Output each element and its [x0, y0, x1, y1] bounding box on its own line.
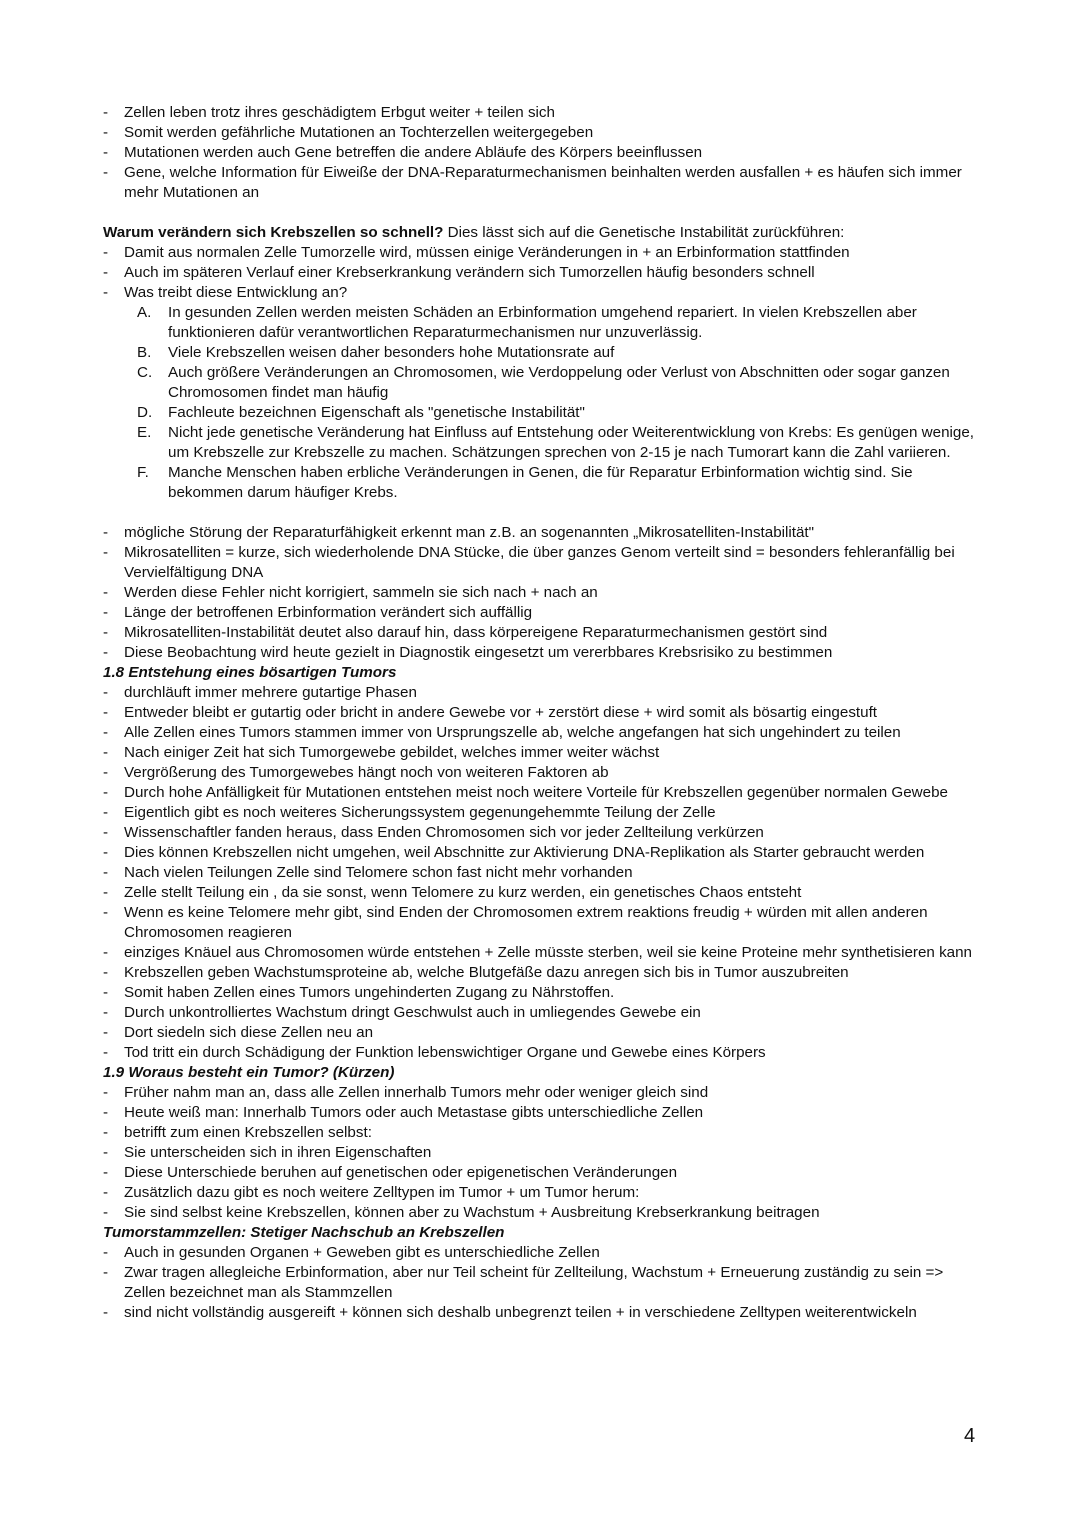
paragraph	[103, 223, 983, 243]
bullet-dash: -	[103, 984, 109, 1001]
item-text: Fachleute bezeichnen Eigenschaft als "genetische Instabilität"	[168, 404, 585, 421]
item-letter: C.	[137, 364, 153, 381]
page-number: 4	[964, 1425, 976, 1447]
bullet-dash: -	[103, 104, 109, 121]
bullet-item	[103, 1003, 983, 1023]
lettered-item	[103, 363, 983, 403]
bullet-item	[103, 863, 983, 883]
paragraph-text: Dies lässt sich auf die Genetische Instabilität zurückführen:	[443, 224, 845, 241]
lettered-item	[103, 463, 983, 503]
bullet-dash: -	[103, 1264, 109, 1281]
bullet-text: Diese Beobachtung wird heute gezielt in Diagnostik eingesetzt um vererbbares Krebsrisiko zu bestimmen	[124, 644, 833, 661]
bullet-item	[103, 1083, 983, 1103]
lettered-item	[103, 403, 983, 423]
bullet-item	[103, 763, 983, 783]
bullet-text: Zellen leben trotz ihres geschädigtem Erbgut weiter + teilen sich	[124, 104, 555, 121]
bullet-text: Nach vielen Teilungen Zelle sind Telomere schon fast nicht mehr vorhanden	[124, 864, 633, 881]
bullet-item	[103, 1143, 983, 1163]
bullet-text: Auch im späteren Verlauf einer Krebserkrankung verändern sich Tumorzellen häufig besonders schnell	[124, 264, 815, 281]
bullet-item	[103, 683, 983, 703]
bullet-item	[103, 1163, 983, 1183]
bullet-dash: -	[103, 884, 109, 901]
bullet-text: Krebszellen geben Wachstumsproteine ab, welche Blutgefäße dazu anregen sich bis in Tumor auszubreiten	[124, 964, 849, 981]
bullet-text: Tod tritt ein durch Schädigung der Funktion lebenswichtiger Organe und Gewebe eines Körpers	[124, 1044, 766, 1061]
bullet-item	[103, 743, 983, 763]
bullet-item	[103, 1123, 983, 1143]
bullet-dash: -	[103, 284, 109, 301]
section-heading: 1.8 Entstehung eines bösartigen Tumors	[103, 664, 397, 681]
bullet-item	[103, 1303, 983, 1323]
item-letter: E.	[137, 424, 152, 441]
item-text: In gesunden Zellen werden meisten Schäden an Erbinformation umgehend repariert. In vielen Krebszellen aber funktionieren dafür verantwortlichen Reparaturmechanismen nur unzuverlässig.	[168, 304, 917, 341]
bullet-item	[103, 983, 983, 1003]
bullet-dash: -	[103, 524, 109, 541]
bullet-item	[103, 1023, 983, 1043]
bullet-dash: -	[103, 1044, 109, 1061]
bullet-dash: -	[103, 544, 109, 561]
bullet-dash: -	[103, 124, 109, 141]
bullet-dash: -	[103, 1124, 109, 1141]
bullet-dash: -	[103, 844, 109, 861]
bullet-item	[103, 1263, 983, 1303]
bullet-text: mögliche Störung der Reparaturfähigkeit erkennt man z.B. an sogenannten „Mikrosatelliten-Instabilität"	[124, 524, 815, 541]
bullet-dash: -	[103, 744, 109, 761]
bullet-dash: -	[103, 684, 109, 701]
bullet-dash: -	[103, 704, 109, 721]
bullet-item	[103, 603, 983, 623]
bullet-text: Wenn es keine Telomere mehr gibt, sind Enden der Chromosomen extrem reaktions freudig + würden mit allen anderen Chromosomen reagieren	[124, 904, 928, 941]
bullet-dash: -	[103, 904, 109, 921]
bullet-text: Mutationen werden auch Gene betreffen die andere Abläufe des Körpers beeinflussen	[124, 144, 703, 161]
bullet-dash: -	[103, 944, 109, 961]
bullet-item	[103, 903, 983, 943]
bullet-dash: -	[103, 964, 109, 981]
spacer	[103, 503, 983, 523]
bullet-item	[103, 643, 983, 663]
item-text: Nicht jede genetische Veränderung hat Einfluss auf Entstehung oder Weiterentwicklung von Krebs: Es genügen wenige, um Krebszelle zur Krebszelle zu machen. Schätzungen sprechen von 2-15 je nach Tumorart kann die Zahl variieren.	[168, 424, 975, 461]
lettered-item	[103, 303, 983, 343]
item-letter: D.	[137, 404, 153, 421]
section-heading: 1.9 Woraus besteht ein Tumor? (Kürzen)	[103, 1064, 395, 1081]
bullet-text: Alle Zellen eines Tumors stammen immer von Ursprungszelle ab, welche angefangen hat sich ungehindert zu teilen	[124, 724, 901, 741]
bullet-item	[103, 623, 983, 643]
bullet-dash: -	[103, 1184, 109, 1201]
bullet-dash: -	[103, 784, 109, 801]
bullet-item	[103, 243, 983, 263]
bullet-text: Vergrößerung des Tumorgewebes hängt noch von weiteren Faktoren ab	[124, 764, 609, 781]
bullet-dash: -	[103, 144, 109, 161]
spacer	[103, 203, 983, 223]
bullet-item	[103, 1183, 983, 1203]
bullet-dash: -	[103, 724, 109, 741]
bullet-dash: -	[103, 1104, 109, 1121]
bullet-text: Zusätzlich dazu gibt es noch weitere Zelltypen im Tumor + um Tumor herum:	[124, 1184, 640, 1201]
bullet-item	[103, 143, 983, 163]
bullet-text: Auch in gesunden Organen + Geweben gibt es unterschiedliche Zellen	[124, 1244, 600, 1261]
bullet-item	[103, 523, 983, 543]
bullet-item	[103, 703, 983, 723]
bullet-text: Diese Unterschiede beruhen auf genetischen oder epigenetischen Veränderungen	[124, 1164, 678, 1181]
bullet-text: Eigentlich gibt es noch weiteres Sicherungssystem gegenungehemmte Teilung der Zelle	[124, 804, 716, 821]
bullet-item	[103, 803, 983, 823]
bullet-text: Durch hohe Anfälligkeit für Mutationen entstehen meist noch weitere Vorteile für Krebszellen gegenüber normalen Gewebe	[124, 784, 948, 801]
bullet-item	[103, 1103, 983, 1123]
item-letter: A.	[137, 304, 152, 321]
bullet-text: Früher nahm man an, dass alle Zellen innerhalb Tumors mehr oder weniger gleich sind	[124, 1084, 709, 1101]
bullet-dash: -	[103, 624, 109, 641]
paragraph-question: Warum verändern sich Krebszellen so schnell?	[103, 224, 444, 241]
bullet-dash: -	[103, 1304, 109, 1321]
bullet-item	[103, 583, 983, 603]
bullet-dash: -	[103, 764, 109, 781]
bullet-item	[103, 783, 983, 803]
bullet-text: sind nicht vollständig ausgereift + können sich deshalb unbegrenzt teilen + in verschiedene Zelltypen weiterentwickeln	[124, 1304, 917, 1321]
bullet-text: Somit haben Zellen eines Tumors ungehinderten Zugang zu Nährstoffen.	[124, 984, 615, 1001]
bullet-text: Dies können Krebszellen nicht umgehen, weil Abschnitte zur Aktivierung DNA-Replikation als Starter gebraucht werden	[124, 844, 925, 861]
bullet-text: einziges Knäuel aus Chromosomen würde entstehen + Zelle müsste sterben, weil sie keine Proteine mehr synthetisieren kann	[124, 944, 973, 961]
bullet-dash: -	[103, 604, 109, 621]
item-text: Viele Krebszellen weisen daher besonders hohe Mutationsrate auf	[168, 344, 615, 361]
bullet-item	[103, 123, 983, 143]
bullet-text: Wissenschaftler fanden heraus, dass Enden Chromosomen sich vor jeder Zellteilung verkürzen	[124, 824, 764, 841]
lettered-item	[103, 343, 983, 363]
bullet-text: Zelle stellt Teilung ein , da sie sonst, wenn Telomere zu kurz werden, ein genetisches Chaos entsteht	[124, 884, 802, 901]
bullet-text: Mikrosatelliten-Instabilität deutet also darauf hin, dass körpereigene Reparaturmechanismen gestört sind	[124, 624, 828, 641]
bullet-dash: -	[103, 1144, 109, 1161]
bullet-item	[103, 823, 983, 843]
bullet-text: Entweder bleibt er gutartig oder bricht in andere Gewebe vor + zerstört diese + wird somit als bösartig eingestuft	[124, 704, 878, 721]
document-body	[103, 103, 983, 1323]
item-text: Auch größere Veränderungen an Chromosomen, wie Verdoppelung oder Verlust von Abschnitten oder sogar ganzen Chromosomen findet man häufig	[168, 364, 950, 401]
bullet-item	[103, 883, 983, 903]
bullet-text: Somit werden gefährliche Mutationen an Tochterzellen weitergegeben	[124, 124, 594, 141]
section-heading: Tumorstammzellen: Stetiger Nachschub an Krebszellen	[103, 1224, 505, 1241]
bullet-dash: -	[103, 1024, 109, 1041]
bullet-text: Zwar tragen allegleiche Erbinformation, aber nur Teil scheint für Zellteilung, Wachstum + Erneuerung zuständig zu sein => Zellen bezeichnet man als Stammzellen	[124, 1264, 944, 1301]
bullet-text: Länge der betroffenen Erbinformation verändert sich auffällig	[124, 604, 533, 621]
bullet-item	[103, 943, 983, 963]
bullet-item	[103, 843, 983, 863]
bullet-item	[103, 283, 983, 303]
bullet-item	[103, 103, 983, 123]
bullet-item	[103, 723, 983, 743]
bullet-dash: -	[103, 164, 109, 181]
bullet-dash: -	[103, 1164, 109, 1181]
bullet-text: Mikrosatelliten = kurze, sich wiederholende DNA Stücke, die über ganzes Genom verteilt sind = besonders fehleranfällig bei Vervielfältigung DNA	[124, 544, 955, 581]
item-text: Manche Menschen haben erbliche Veränderungen in Genen, die für Reparatur Erbinformation wichtig sind. Sie bekommen darum häufiger Krebs.	[168, 464, 913, 501]
bullet-item	[103, 163, 983, 203]
bullet-text: Gene, welche Information für Eiweiße der DNA-Reparaturmechanismen beinhalten werden ausfallen + es häufen sich immer mehr Mutationen an	[124, 164, 962, 201]
bullet-item	[103, 1203, 983, 1223]
bullet-dash: -	[103, 584, 109, 601]
bullet-item	[103, 963, 983, 983]
bullet-dash: -	[103, 804, 109, 821]
bullet-dash: -	[103, 1204, 109, 1221]
bullet-dash: -	[103, 1084, 109, 1101]
bullet-dash: -	[103, 1004, 109, 1021]
bullet-item	[103, 1243, 983, 1263]
bullet-text: Sie sind selbst keine Krebszellen, können aber zu Wachstum + Ausbreitung Krebserkrankung beitragen	[124, 1204, 820, 1221]
item-letter: B.	[137, 344, 152, 361]
bullet-item	[103, 1043, 983, 1063]
bullet-text: Durch unkontrolliertes Wachstum dringt Geschwulst auch in umliegendes Gewebe ein	[124, 1004, 701, 1021]
item-letter: F.	[137, 464, 149, 481]
lettered-item	[103, 423, 983, 463]
bullet-dash: -	[103, 244, 109, 261]
bullet-text: Dort siedeln sich diese Zellen neu an	[124, 1024, 374, 1041]
bullet-item	[103, 263, 983, 283]
bullet-text: Sie unterscheiden sich in ihren Eigenschaften	[124, 1144, 432, 1161]
bullet-dash: -	[103, 1244, 109, 1261]
bullet-dash: -	[103, 644, 109, 661]
bullet-dash: -	[103, 864, 109, 881]
bullet-text: Was treibt diese Entwicklung an?	[124, 284, 348, 301]
bullet-text: Heute weiß man: Innerhalb Tumors oder auch Metastase gibts unterschiedliche Zellen	[124, 1104, 704, 1121]
bullet-text: Werden diese Fehler nicht korrigiert, sammeln sie sich nach + nach an	[124, 584, 598, 601]
bullet-text: durchläuft immer mehrere gutartige Phasen	[124, 684, 417, 701]
bullet-dash: -	[103, 264, 109, 281]
bullet-dash: -	[103, 824, 109, 841]
bullet-text: betrifft zum einen Krebszellen selbst:	[124, 1124, 372, 1141]
bullet-text: Damit aus normalen Zelle Tumorzelle wird, müssen einige Veränderungen in + an Erbinformation stattfinden	[124, 244, 850, 261]
bullet-item	[103, 543, 983, 583]
bullet-text: Nach einiger Zeit hat sich Tumorgewebe gebildet, welches immer weiter wächst	[124, 744, 660, 761]
